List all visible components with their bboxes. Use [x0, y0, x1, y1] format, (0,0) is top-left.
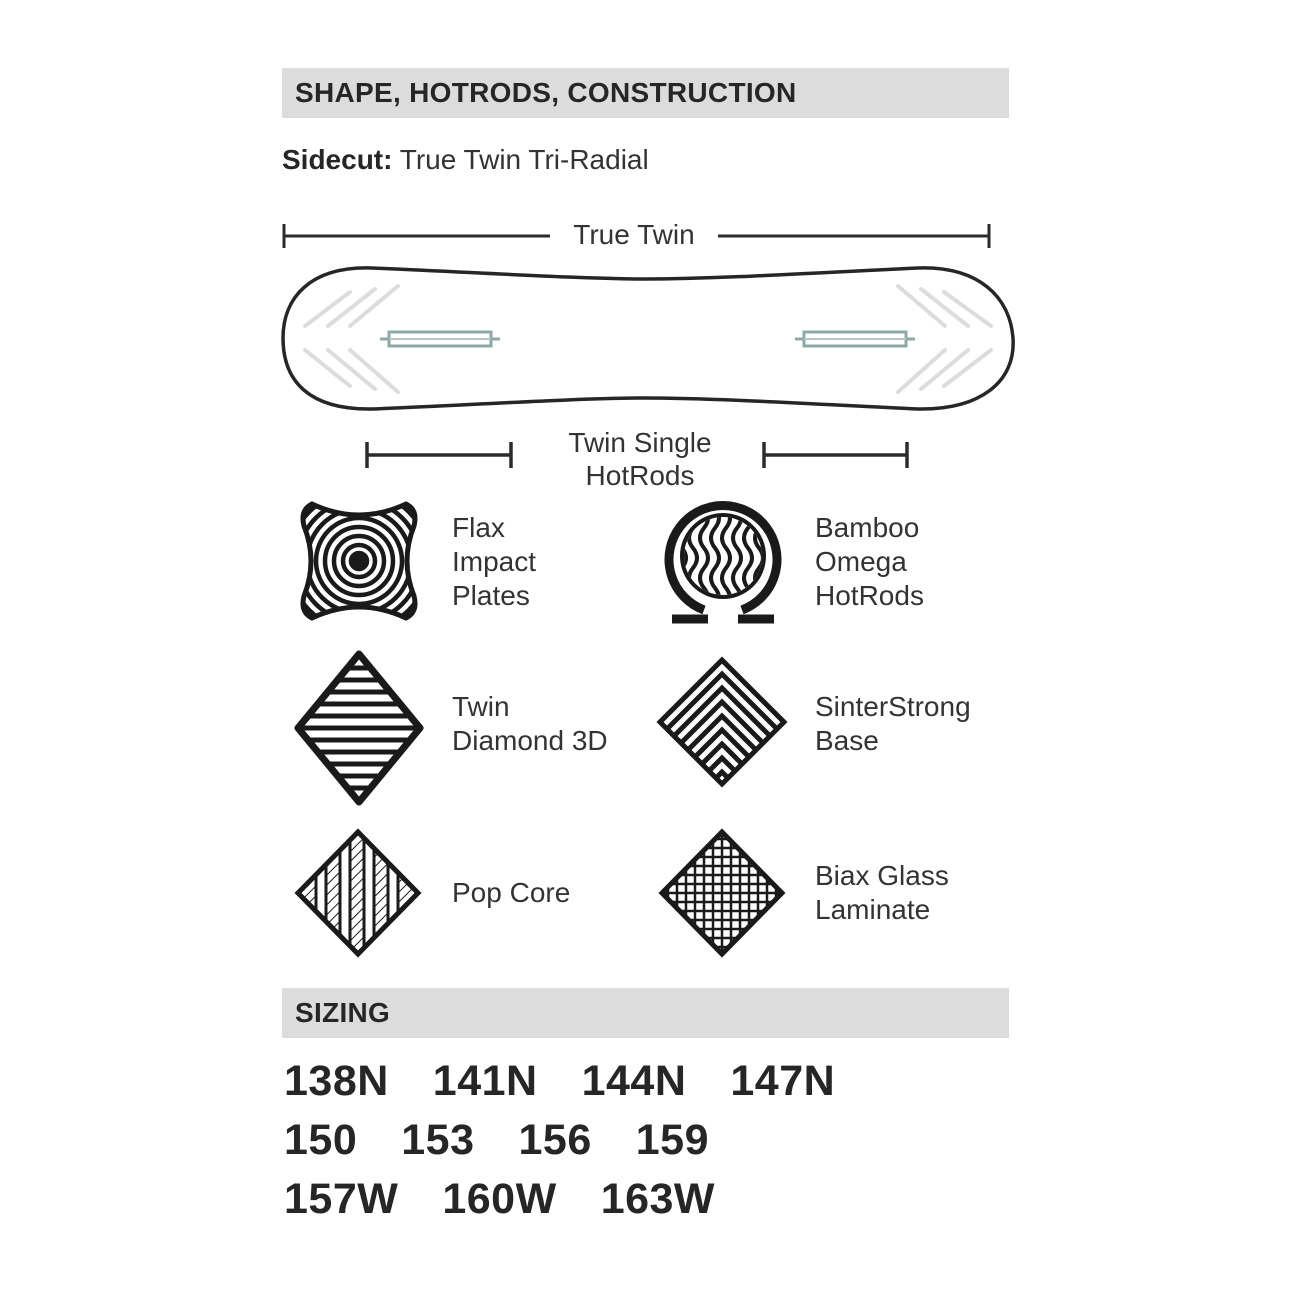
pop-core-icon [294, 828, 422, 958]
size-row [284, 1052, 879, 1111]
size-value: 153 [401, 1116, 475, 1164]
left-hotrod [380, 332, 500, 346]
feature-label-twin-diamond-3d [452, 690, 608, 758]
feature-label-line: Flax [452, 512, 505, 543]
size-value: 138N [284, 1057, 389, 1105]
size-value: 141N [432, 1057, 538, 1105]
feature-label-pop-core [452, 876, 570, 910]
feature-label-line: Plates [452, 580, 530, 611]
feature-label-line: Biax Glass [815, 860, 949, 891]
sidecut-line [282, 144, 649, 176]
size-value: 147N [730, 1057, 836, 1105]
sidecut-value: True Twin Tri-Radial [399, 144, 649, 175]
size-row [284, 1170, 879, 1229]
feature-label-line: SinterStrong [815, 691, 971, 722]
feature-label-line: Laminate [815, 894, 931, 925]
size-value: 150 [284, 1116, 358, 1164]
feature-label-bamboo-omega-hotrods [815, 511, 924, 613]
feature-label-sinterstrong-base [815, 690, 971, 758]
feature-label-line: Twin [452, 691, 510, 722]
right-hotrod [795, 332, 915, 346]
feature-label-biax-glass-laminate [815, 859, 949, 927]
feature-label-line: Bamboo [815, 512, 920, 543]
feature-label-line: Impact [452, 546, 537, 577]
section-header-sizing [282, 988, 1009, 1038]
feature-label-flax-impact-plates [452, 511, 536, 613]
size-value: 144N [581, 1057, 687, 1105]
size-value: 163W [600, 1175, 716, 1223]
size-value: 156 [518, 1116, 592, 1164]
sidecut-label: Sidecut: [282, 144, 393, 175]
true-twin-label: True Twin [560, 218, 708, 251]
size-row [284, 1111, 879, 1170]
size-list [284, 1052, 879, 1229]
biax-glass-laminate-icon [658, 828, 786, 958]
hotrods-label [540, 426, 740, 492]
bamboo-omega-hotrods-icon [664, 498, 782, 626]
size-value: 157W [284, 1175, 399, 1223]
hotrods-label-line2: HotRods [585, 460, 695, 491]
section-title: SHAPE, HOTRODS, CONSTRUCTION [295, 77, 797, 108]
section-title: SIZING [295, 997, 391, 1028]
twin-diamond-3d-icon [292, 648, 426, 808]
flax-impact-plates-icon [296, 496, 422, 626]
feature-label-line: Base [815, 725, 879, 756]
hotrods-label-line1: Twin Single [568, 427, 712, 458]
size-value: 160W [442, 1175, 557, 1223]
feature-label-line: Pop Core [452, 877, 571, 908]
feature-label-line: Diamond 3D [452, 725, 608, 756]
section-header-shape [282, 68, 1009, 118]
feature-label-line: Omega [815, 546, 907, 577]
sinterstrong-base-icon [656, 656, 788, 790]
size-value: 159 [635, 1116, 709, 1164]
feature-label-line: HotRods [815, 580, 924, 611]
